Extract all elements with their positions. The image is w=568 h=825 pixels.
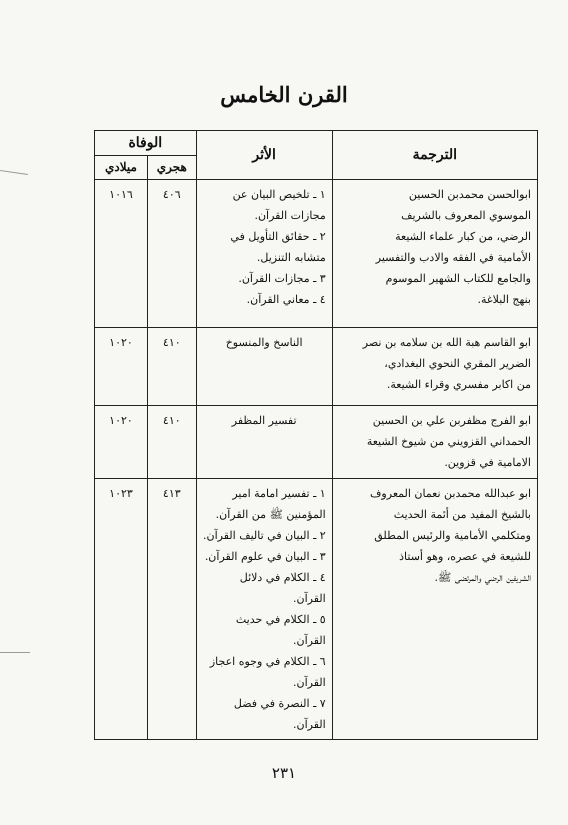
text-line: الأمامية في الفقه والادب والتفسير <box>375 251 531 264</box>
scholars-table <box>94 130 538 740</box>
text-line: ٥ ـ الكلام في حديث <box>235 613 326 626</box>
hijri-year: ٤١٣ <box>147 479 196 740</box>
text-line: الرضي، من كبار علماء الشيعة <box>395 230 531 243</box>
text-line: ١ ـ تلخيص البيان عن <box>232 188 326 201</box>
text-line: المؤمنين ﷺ من القرآن. <box>215 508 326 521</box>
text-line: ٢ ـ البيان في تاليف القرآن. <box>203 529 326 542</box>
gregorian-year: ١٠١٦ <box>95 180 148 328</box>
text-line: ابو القاسم هبة الله بن سلامه بن نصر <box>362 336 531 349</box>
header-translation: الترجمة <box>332 131 537 180</box>
text-line: الحمداني القزويني من شيوخ الشيعة <box>366 435 531 448</box>
text-line: ابو الفرج مظفربن علي بن الحسين <box>372 414 531 427</box>
table-row <box>95 479 538 740</box>
text-line: ٢ ـ حقائق التأويل في <box>230 230 326 243</box>
text-line: ومتكلمي الأمامية والرئيس المطلق <box>374 529 531 542</box>
text-line: ١ ـ تفسير امامة امير <box>232 487 326 500</box>
table-row <box>95 180 538 328</box>
table-row <box>95 406 538 479</box>
text-line: الامامية في قزوين. <box>444 456 531 469</box>
header-gregorian: ميلادي <box>95 156 148 180</box>
text-line: للشيعة في عصره، وهو أستاذ <box>399 550 531 563</box>
text-line: ٦ ـ الكلام في وجوه اعجاز <box>209 655 326 668</box>
header-death: الوفاة <box>95 131 197 156</box>
translation-cell <box>332 406 537 479</box>
hijri-year: ٤١٠ <box>147 406 196 479</box>
text-line: القرآن. <box>293 592 326 605</box>
works-cell <box>196 406 332 479</box>
gregorian-year: ١٠٢٠ <box>95 328 148 406</box>
page-title: القرن الخامس <box>220 82 348 107</box>
translation-cell <box>332 180 537 328</box>
header-works: الأثر <box>196 131 332 180</box>
text-line: ٤ ـ معاني القرآن. <box>246 293 326 306</box>
text-line: ابوالحسن محمدبن الحسين <box>408 188 531 201</box>
text-line: متشابه التنزيل. <box>256 251 326 264</box>
table-row <box>95 328 538 406</box>
margin-mark <box>0 652 30 653</box>
text-line: مجازات القرآن. <box>254 209 326 222</box>
page-number: ٢٣١ <box>271 764 297 782</box>
header-hijri: هجري <box>147 156 196 180</box>
works-cell <box>196 479 332 740</box>
text-line: بالشيخ المفيد من أئمة الحديث <box>393 508 531 521</box>
text-line: والجامع للكتاب الشهير الموسوم <box>385 272 531 285</box>
hijri-year: ٤١٠ <box>147 328 196 406</box>
works-cell <box>196 328 332 406</box>
works-cell <box>196 180 332 328</box>
text-line: ابو عبدالله محمدبن نعمان المعروف <box>370 487 531 500</box>
text-line: الشريفين الرضي والمرتضى ﷺ. <box>434 571 531 584</box>
translation-cell <box>332 328 537 406</box>
gregorian-year: ١٠٢٣ <box>95 479 148 740</box>
text-line: بنهج البلاغة. <box>477 293 531 306</box>
translation-cell <box>332 479 537 740</box>
text-line: القرآن. <box>293 634 326 647</box>
text-line: الضرير المقري النحوي البغدادي، <box>384 357 531 370</box>
gregorian-year: ١٠٢٠ <box>95 406 148 479</box>
text-line: القرآن. <box>293 676 326 689</box>
text-line: من اكابر مفسري وقراء الشيعة. <box>386 378 531 391</box>
margin-mark <box>0 170 28 175</box>
text-line: الموسوي المعروف بالشريف <box>401 209 531 222</box>
text-line: الناسخ والمنسوخ <box>225 336 303 349</box>
text-line: ٣ ـ مجازات القرآن. <box>238 272 326 285</box>
text-line: ٧ ـ النصرة في فضل <box>233 697 326 710</box>
text-line: ٤ ـ الكلام في دلائل <box>239 571 326 584</box>
text-line: تفسير المظفر <box>231 414 297 427</box>
hijri-year: ٤٠٦ <box>147 180 196 328</box>
text-line: ٣ ـ البيان في علوم القرآن. <box>204 550 326 563</box>
text-line: القرآن. <box>293 718 326 731</box>
